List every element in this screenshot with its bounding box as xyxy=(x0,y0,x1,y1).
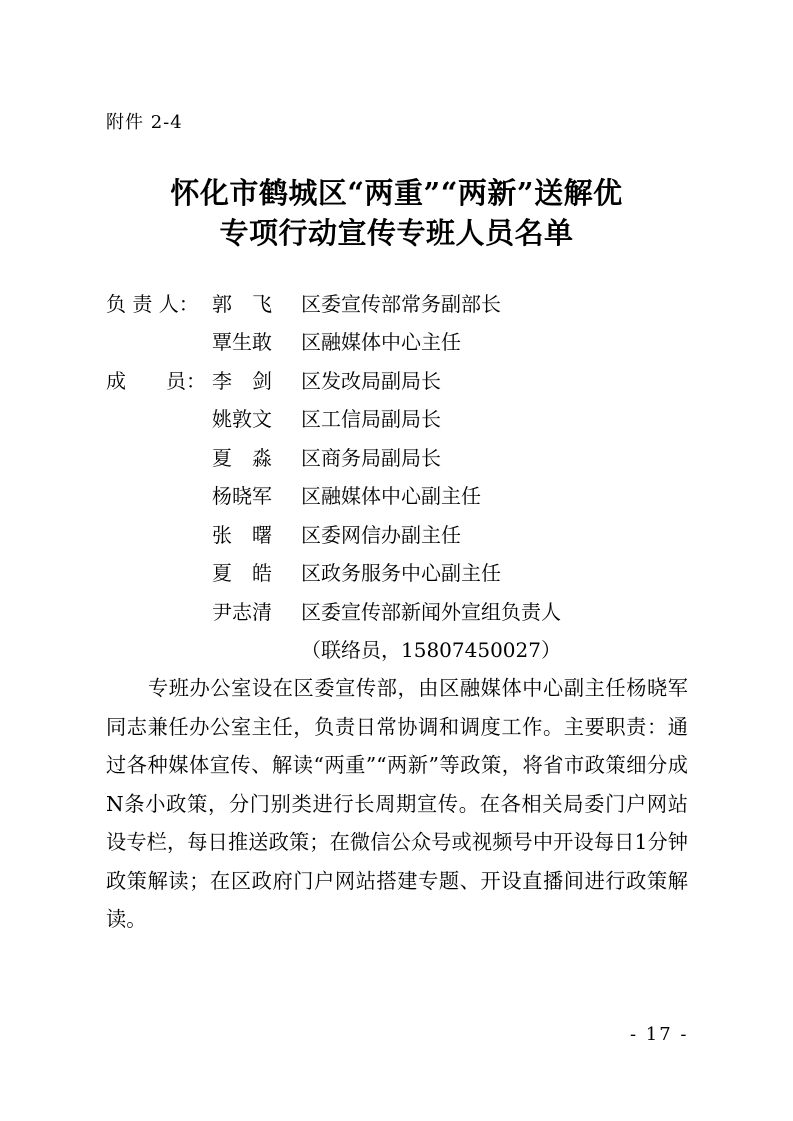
person-position: 区工信局副局长 xyxy=(301,407,441,431)
person-name: 夏 皓 xyxy=(212,561,272,585)
person-name: 杨晓军 xyxy=(212,484,272,508)
person-position: 区发改局副局长 xyxy=(301,369,441,393)
person-position: 区政务服务中心副主任 xyxy=(301,561,501,585)
person-name: 姚敦文 xyxy=(212,407,272,431)
document-title-line-2: 专项行动宣传专班人员名单 xyxy=(219,216,574,250)
page-number: - 17 - xyxy=(630,1024,689,1045)
document-title-line-1: 怀化市鹤城区“两重”“两新”送解优 xyxy=(170,176,623,210)
contact-note: （联络员，15807450027） xyxy=(301,638,561,662)
person-name: 覃生敢 xyxy=(212,330,272,354)
person-position: 区委宣传部常务副部长 xyxy=(301,292,501,316)
role-leaders: 负 责 人： xyxy=(106,292,199,316)
person-position: 区融媒体中心主任 xyxy=(301,330,461,354)
person-position: 区商务局副局长 xyxy=(301,446,441,470)
role-members: 成 员： xyxy=(106,369,206,393)
person-name: 张 曙 xyxy=(212,523,272,547)
person-position: 区委宣传部新闻外宣组负责人 xyxy=(301,600,561,624)
attachment-label: 附件 2-4 xyxy=(106,112,183,133)
person-name: 郭 飞 xyxy=(212,292,272,316)
person-name: 夏 淼 xyxy=(212,446,272,470)
body-paragraph: 专班办公室设在区委宣传部，由区融媒体中心副主任杨晓军同志兼任办公室主任，负责日常协调和调度工作。主要职责：通过各种媒体宣传、解读“两重”“两新”等政策，将省市政策细分成N条小政策，分门别类进行长周期宣传。在各相关局委门户网站设专栏，每日推送政策；在微信公众号或视频号中开设每日1分钟政策解读；在区政府门户网站搭建专题、开设直播间进行政策解读。 xyxy=(106,676,688,931)
person-position: 区融媒体中心副主任 xyxy=(301,484,481,508)
person-name: 李 剑 xyxy=(212,369,272,393)
person-name: 尹志清 xyxy=(212,600,272,624)
person-position: 区委网信办副主任 xyxy=(301,523,461,547)
